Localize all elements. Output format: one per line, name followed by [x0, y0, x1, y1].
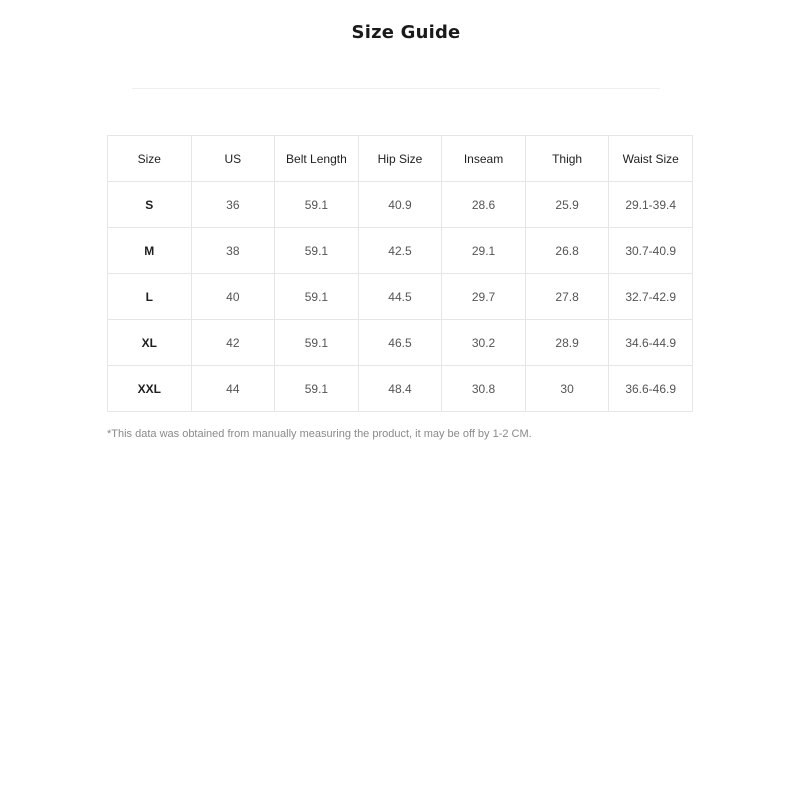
column-header-us: US [191, 136, 275, 182]
column-header-inseam: Inseam [442, 136, 526, 182]
table-cell-waist-size: 36.6-46.9 [609, 366, 693, 412]
table-cell-hip-size: 44.5 [358, 274, 442, 320]
table-cell-belt-length: 59.1 [275, 274, 359, 320]
column-header-waist-size: Waist Size [609, 136, 693, 182]
table-cell-size: XL [108, 320, 192, 366]
column-header-hip-size: Hip Size [358, 136, 442, 182]
table-cell-thigh: 25.9 [525, 182, 609, 228]
table-cell-waist-size: 32.7-42.9 [609, 274, 693, 320]
table-cell-us: 44 [191, 366, 275, 412]
table-cell-inseam: 30.8 [442, 366, 526, 412]
column-header-size: Size [108, 136, 192, 182]
table-row [108, 320, 693, 366]
table-row [108, 228, 693, 274]
table-cell-us: 38 [191, 228, 275, 274]
table-cell-thigh: 26.8 [525, 228, 609, 274]
table-cell-size: L [108, 274, 192, 320]
table-cell-hip-size: 48.4 [358, 366, 442, 412]
table-cell-hip-size: 40.9 [358, 182, 442, 228]
table-cell-waist-size: 29.1-39.4 [609, 182, 693, 228]
table-cell-us: 40 [191, 274, 275, 320]
title-divider [132, 88, 660, 89]
column-header-belt-length: Belt Length [275, 136, 359, 182]
table-cell-hip-size: 46.5 [358, 320, 442, 366]
page-title: Size Guide [351, 22, 461, 43]
table-cell-waist-size: 34.6-44.9 [609, 320, 693, 366]
table-cell-thigh: 28.9 [525, 320, 609, 366]
column-header-thigh: Thigh [525, 136, 609, 182]
table-cell-belt-length: 59.1 [275, 228, 359, 274]
table-cell-thigh: 30 [525, 366, 609, 412]
table-row [108, 182, 693, 228]
table-cell-inseam: 29.7 [442, 274, 526, 320]
measurement-footnote: *This data was obtained from manually measuring the product, it may be off by 1-2 CM. [107, 428, 532, 440]
table-cell-size: S [108, 182, 192, 228]
table-row [108, 366, 693, 412]
table-cell-waist-size: 30.7-40.9 [609, 228, 693, 274]
table-cell-us: 36 [191, 182, 275, 228]
table-header-row [108, 136, 693, 182]
table-cell-belt-length: 59.1 [275, 182, 359, 228]
table-cell-thigh: 27.8 [525, 274, 609, 320]
table-cell-belt-length: 59.1 [275, 366, 359, 412]
table-cell-inseam: 29.1 [442, 228, 526, 274]
table-cell-inseam: 30.2 [442, 320, 526, 366]
table-cell-us: 42 [191, 320, 275, 366]
table-cell-size: XXL [108, 366, 192, 412]
table-cell-size: M [108, 228, 192, 274]
table-row [108, 274, 693, 320]
size-table [107, 135, 693, 412]
table-cell-inseam: 28.6 [442, 182, 526, 228]
table-cell-hip-size: 42.5 [358, 228, 442, 274]
table-cell-belt-length: 59.1 [275, 320, 359, 366]
